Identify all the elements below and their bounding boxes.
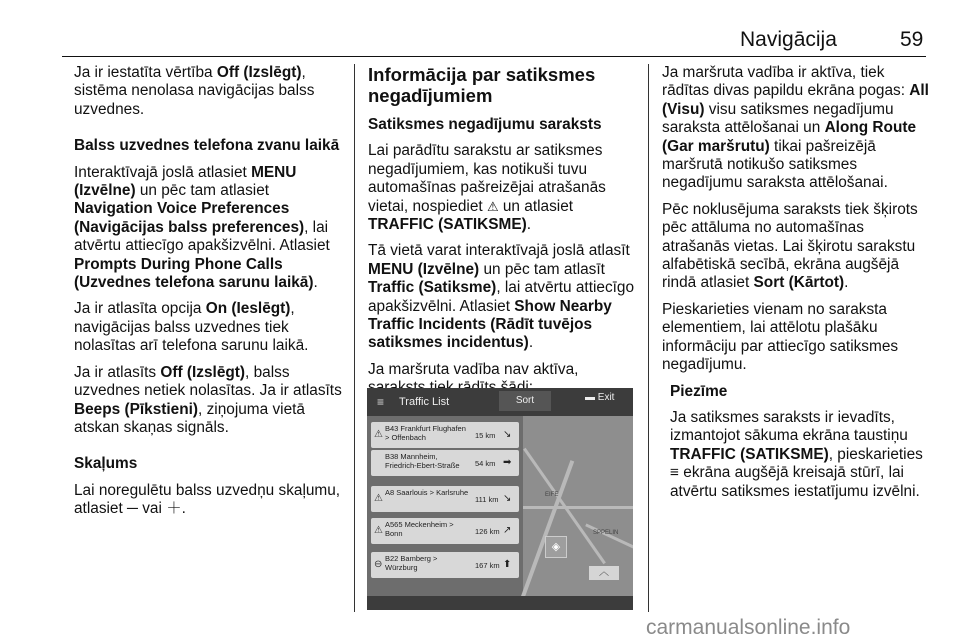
- paragraph: Lai noregulētu balss uzvedņu skaļumu, atlasiet ─ vai ＋.: [74, 481, 341, 518]
- note-box: [670, 383, 932, 501]
- paragraph: Ja ir atlasīts Off (Izslēgt), balss uzvednes netiek nolasītas. Ja ir atlasīts Beeps (Pīkstieni), ziņojuma vietā atskan skaņas signāls.: [74, 363, 342, 436]
- map-label: EIFE: [545, 492, 559, 498]
- column-1: [74, 64, 346, 527]
- exit-button[interactable]: ▬ Exit: [585, 392, 615, 403]
- exit-icon: ▬: [585, 392, 598, 403]
- column-3: [662, 64, 932, 509]
- paragraph: Tā vietā varat interaktīvajā joslā atlasīt MENU (Izvēlne) un pēc tam atlasīt Traffic (Satiksme), lai atvērtu attiecīgo apakšizvēlni. Atlasiet Show Nearby Traffic Incidents (Rādīt tuvējos satiksmes incidentus).: [368, 242, 635, 352]
- direction-icon: ↘: [503, 493, 512, 504]
- note-text: Ja satiksmes saraksts ir ievadīts, izmantojot sākuma ekrāna taustiņu TRAFFIC (SATIKSME), pieskarieties ≡ ekrāna augšējā kreisajā stūrī, lai atvērtu satiksmes iestatījumu izvēlni.: [670, 408, 923, 500]
- page-header-title: Navigācija: [740, 28, 837, 51]
- traffic-warning-icon: ⚠: [486, 198, 499, 214]
- header-rule: [62, 56, 926, 57]
- list-item[interactable]: ⚠ B43 Frankfurt Flughafen > Offenbach 15 km ↘: [371, 422, 519, 448]
- traffic-list-screenshot: [367, 388, 633, 610]
- column-divider: [648, 64, 649, 612]
- plus-icon: ＋: [166, 500, 182, 518]
- settings-menu-icon[interactable]: ≡: [377, 395, 385, 409]
- direction-icon: ↗: [503, 525, 512, 536]
- paragraph: Ja ir iestatīta vērtība Off (Izslēgt), sistēma nenolasa navigācijas balss uzvednes.: [74, 64, 315, 118]
- paragraph: Pēc noklusējuma saraksts tiek šķirots pēc attāluma no automašīnas atrašanās vietas. Lai šķirotu sarakstu alfabētiskā secībā, ekrāna augšējā rindā atlasiet Sort (Kārtot).: [662, 200, 918, 292]
- paragraph: Interaktīvajā joslā atlasiet MENU (Izvēlne) un pēc tam atlasiet Navigation Voice Preferences (Navigācijas balss preferences), lai atvērtu attiecīgo apakšizvēlni. Atlasiet Prompts During Phone Calls (Uzvednes telefona sarunu laikā).: [74, 163, 330, 292]
- menu-icon: ≡: [670, 464, 679, 482]
- section-title: Informācija par satiksmes negadījumiem: [368, 64, 596, 106]
- direction-icon: ⬆: [503, 559, 512, 570]
- column-2: [368, 64, 640, 406]
- watermark: carmanualsonline.info: [646, 616, 851, 639]
- list-item[interactable]: ⊖ B22 Bamberg > Würzburg 167 km ⬆: [371, 552, 519, 578]
- compass-icon[interactable]: ◈: [545, 536, 567, 558]
- warning-icon: ⚠: [374, 525, 383, 536]
- column-divider: [354, 64, 355, 612]
- paragraph: Ja maršruta vadība nav aktīva,: [368, 360, 579, 378]
- paragraph: Ja maršruta vadība ir aktīva, tiek rādītas divas papildu ekrāna pogas: All (Visu) visu satiksmes negadījumu saraksta attēlošanai un Along Route (Gar maršrutu) tikai pašreizējā maršrutā notikušo satiksmes negadījumu saraksta attēlošanai.: [662, 64, 929, 192]
- page-number: 59: [900, 28, 924, 51]
- warning-icon: ⚠: [374, 429, 383, 440]
- paragraph: Ja ir atlasīta opcija On (Ieslēgt), navigācijas balss uzvednes tiek nolasītas arī telefona sarunu laikā.: [74, 300, 309, 355]
- list-item[interactable]: ⚠ A565 Meckenheim > Bonn 126 km ↗: [371, 518, 519, 544]
- list-item[interactable]: ⚠ A8 Saarlouis > Karlsruhe 111 km ↘: [371, 486, 519, 512]
- closure-icon: ⊖: [374, 559, 383, 570]
- screen-bottom-bar: [367, 596, 633, 610]
- note-title: Piezīme: [670, 382, 728, 400]
- screen-title: Traffic List: [399, 396, 450, 408]
- direction-icon: ➡: [503, 457, 512, 468]
- map-view: [523, 416, 633, 610]
- chevron-up-icon[interactable]: ︿: [589, 566, 619, 580]
- warning-icon: ⚠: [374, 493, 383, 504]
- section-heading: Skaļums: [74, 455, 138, 473]
- sort-button[interactable]: Sort: [499, 391, 551, 411]
- direction-icon: ↘: [503, 429, 512, 440]
- map-label: SPPELIN: [593, 530, 619, 536]
- minus-icon: ─: [127, 500, 138, 518]
- list-item[interactable]: B38 Mannheim, Friedrich-Ebert-Straße 54 km ➡: [371, 450, 519, 476]
- section-heading: Satiksmes negadījumu saraksts: [368, 116, 602, 133]
- section-heading: Balss uzvednes telefona zvanu laikā: [74, 137, 340, 155]
- paragraph: Lai parādītu sarakstu ar satiksmes negadījumiem, kas notikuši tuvu automašīnas pašreizējai atrašanās vietai, nospiediet ⚠ un atlasiet TRAFFIC (SATIKSME).: [368, 142, 606, 234]
- paragraph: Pieskarieties vienam no saraksta elementiem, lai attēlotu plašāku informāciju par attiecīgo satiksmes negadījumu.: [662, 300, 899, 374]
- traffic-list: [371, 420, 519, 596]
